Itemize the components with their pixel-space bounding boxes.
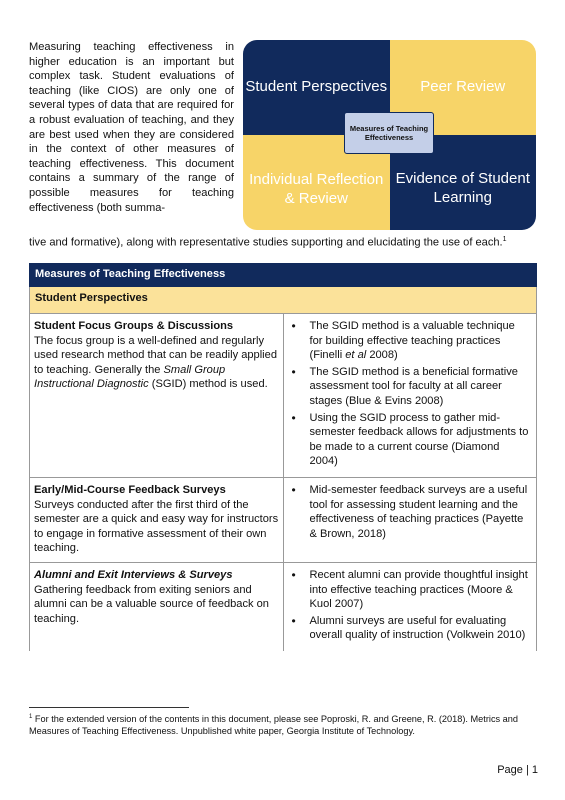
page-number: Page | 1 (497, 764, 538, 776)
measure-cell (30, 562, 284, 650)
footnote-marker: 1 (29, 714, 33, 720)
list-item: • Mid-semester feedback surveys are a useful tool for assessing student learning and the effectiveness of teaching practices (Payette & Brown, 2018) (292, 483, 531, 541)
list-item: • Alumni surveys are useful for evaluating overall quality of instruction (Volkwein 2010) (292, 614, 531, 643)
quadrant-label: Peer Review (420, 78, 506, 96)
evidence-list (292, 568, 531, 643)
table-header: Measures of Teaching Effectiveness (30, 264, 537, 287)
footnote (29, 712, 539, 737)
measure-title: Student Focus Groups & Discussions (34, 320, 234, 332)
table-header-row (30, 264, 537, 287)
quadrant-label: Evidence of Student Learning (395, 170, 530, 206)
list-item: • Using the SGID process to gather mid-semester feedback allows for adjustments to be made to a current course (Diamond 2004) (292, 411, 531, 469)
diagram-center-label (344, 112, 434, 154)
footnote-reference[interactable]: 1 (502, 236, 507, 243)
footnote-divider (29, 707, 189, 708)
quadrant-label: Student Perspectives (245, 78, 388, 96)
list-item: • The SGID method is a beneficial formative assessment tool for faculty at all career stages (Blue & Evins 2008) (292, 365, 531, 409)
description-text: (SGID) method is used. (148, 378, 268, 391)
measure-description (34, 334, 279, 392)
center-label-text: Measures of Teaching Effectiveness (349, 124, 429, 142)
evidence-list (292, 319, 531, 469)
table-row (30, 477, 537, 562)
measure-cell (30, 477, 284, 562)
list-item: • Recent alumni can provide thoughtful insight into effective teaching practices (Moore & Kuol 2007) (292, 568, 531, 612)
intro-continuation-text: tive and formative), along with representative studies supporting and elucidating the use of each. (29, 236, 503, 249)
intro-continuation (29, 233, 549, 250)
quadrant-label: Individual Reflection & Review (249, 171, 384, 207)
description-italic: Small Group Instructional Diagnostic (34, 363, 226, 391)
measure-description: Surveys conducted after the first third of the semester are a quick and easy way for instructors to engage in formative assessment of their own teaching. (34, 498, 279, 555)
section-row (30, 287, 537, 314)
list-item (292, 319, 531, 363)
intro-paragraph: Measuring teaching effectiveness in higher education is an important but complex task. Student evaluations of teaching (like CIOS) are only one of several types of data that are required for a robust evaluation of teaching, and they are best used when they are considered in the context of other measures of teaching effectiveness. This document contains a summary of the range of possible measures for teaching effectiveness (both summa- (29, 41, 234, 214)
description-text: The focus group is a well-defined and regularly used research method that can be readily applied to teaching. Generally the (34, 334, 277, 376)
measures-table (29, 263, 537, 651)
evidence-cell (283, 314, 537, 478)
table-row (30, 314, 537, 478)
bullet-text: 2008) (366, 349, 398, 362)
evidence-cell (283, 477, 537, 562)
measure-title: Alumni and Exit Interviews & Surveys (34, 568, 233, 581)
measure-title: Early/Mid-Course Feedback Surveys (34, 483, 226, 496)
section-heading: Student Perspectives (30, 287, 537, 314)
footnote-text: For the extended version of the contents in this document, please see Poproski, R. and Greene, R. (2018). Metrics and Measures of Teaching Effectiveness. Unpublished white paper, Georgia Institute of Technology. (29, 714, 519, 736)
evidence-list (292, 483, 531, 541)
bullet-text: The SGID method is a valuable technique for building effective teaching practices (Finelli (309, 320, 515, 362)
bullet-italic: et al (345, 349, 367, 362)
evidence-cell (283, 562, 537, 650)
measure-cell (30, 314, 284, 478)
measure-description: Gathering feedback from exiting seniors and alumni can be a valuable source of feedback on teaching. (34, 583, 269, 625)
table-row (30, 562, 537, 650)
